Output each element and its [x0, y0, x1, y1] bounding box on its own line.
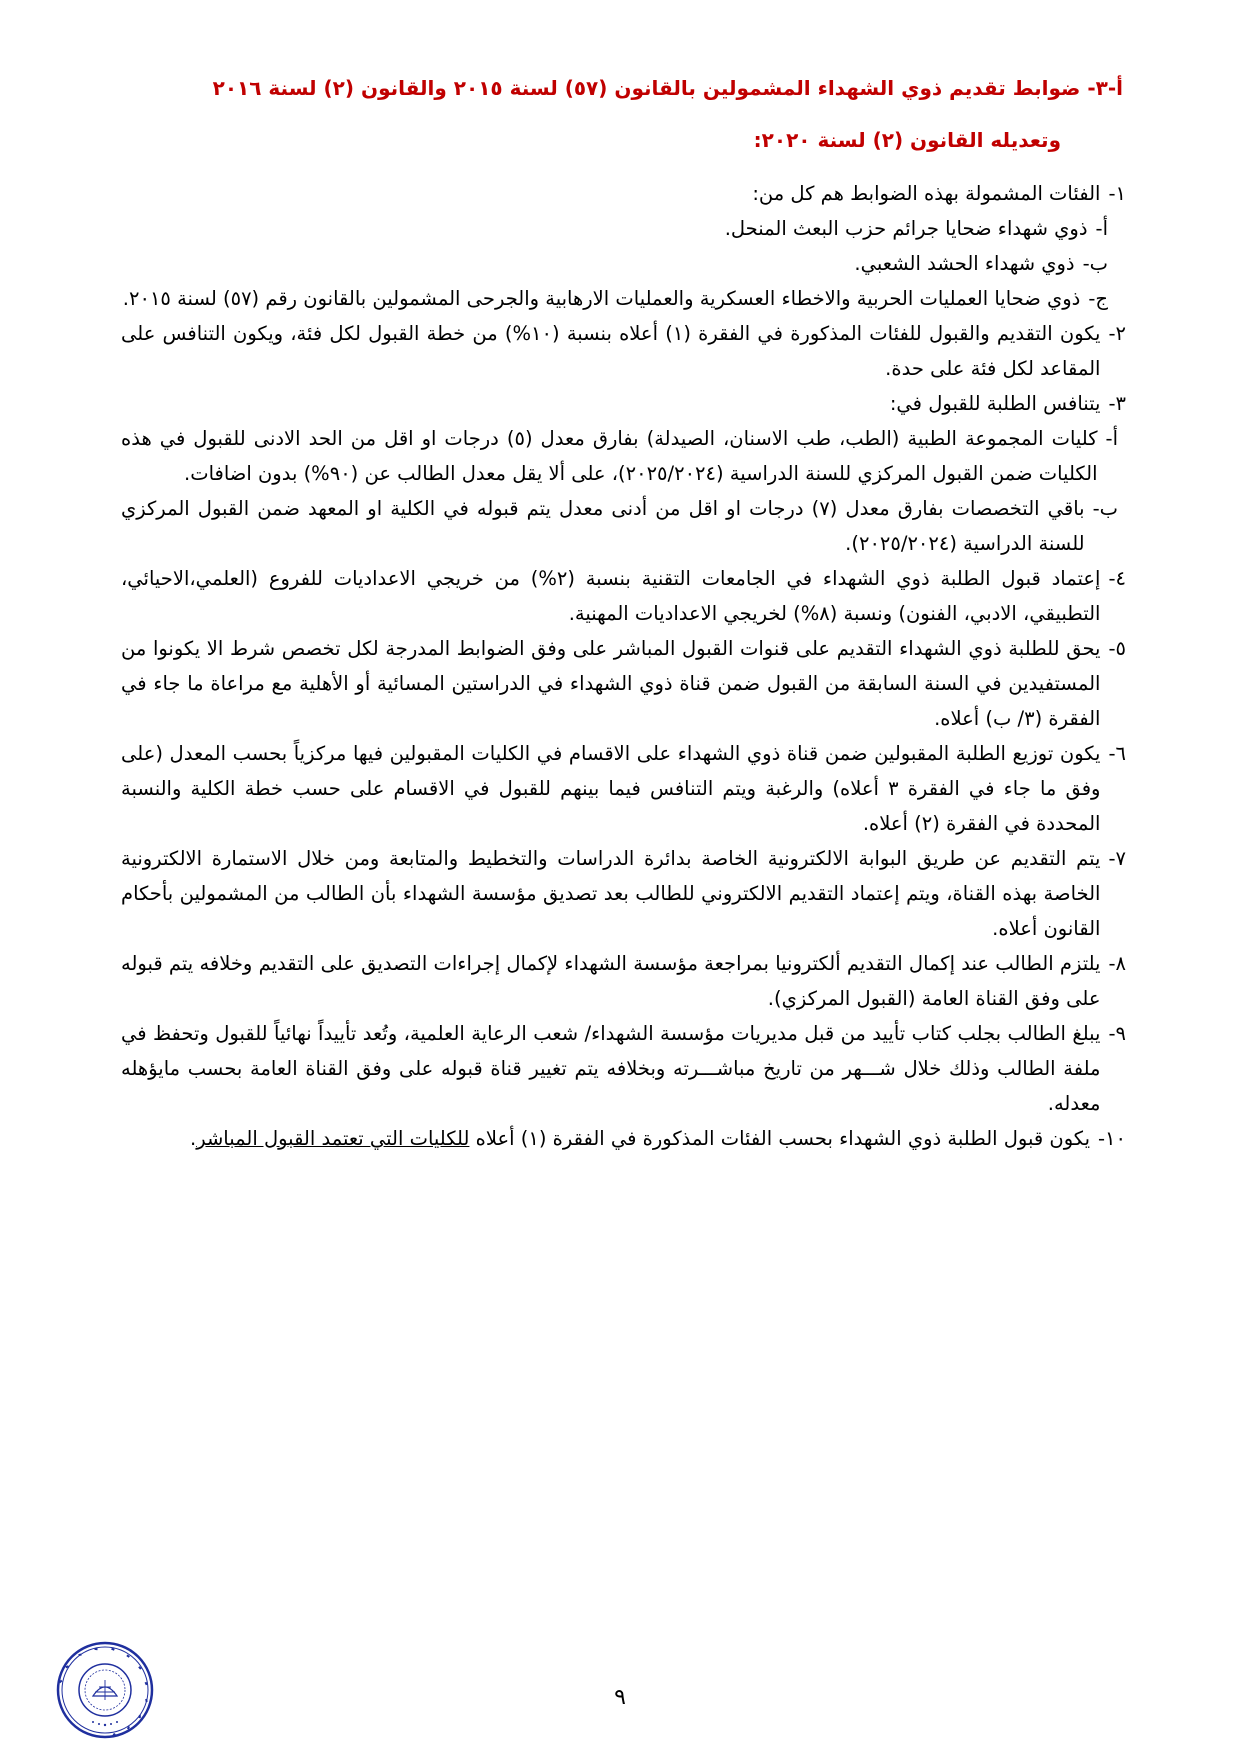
sub-item-letter: ج-: [1088, 287, 1108, 310]
item-text: يحق للطلبة ذوي الشهداء التقديم على قنوات القبول المباشر على وفق الضوابط المدرجة لكل تخصص شرط الا يكونوا من المستفيدين في السنة السابقة من القبول ضمن قناة ذوي الشهداء في الدراستين المسائية أو الأهلية مع مراعاة ما جاء في الفقرة (٣/ ب) أعلاه.: [121, 637, 1101, 730]
item-number: ٨-: [1108, 952, 1126, 975]
list-item-3: [121, 386, 1126, 421]
list-item-6: [121, 736, 1126, 841]
list-item-2: [121, 316, 1126, 386]
official-stamp-icon: [55, 1640, 155, 1740]
list-item-10: [121, 1121, 1126, 1156]
sub-item-text: ذوي شهداء ضحايا جرائم حزب البعث المنحل.: [724, 217, 1088, 240]
item-number: ٩-: [1108, 1022, 1126, 1045]
sub-item-letter: ب-: [1082, 252, 1108, 275]
sub-item-text: ذوي شهداء الحشد الشعبي.: [854, 252, 1075, 275]
item-text: يتم التقديم عن طريق البوابة الالكترونية الخاصة بدائرة الدراسات والتخطيط والمتابعة ومن خلال الاستمارة الالكترونية الخاصة بهذه القناة، ويتم إعتماد التقديم الالكتروني للطالب بعد تصديق مؤسسة الشهداء بأن الطالب من المشمولين بأحكام القانون أعلاه.: [121, 847, 1101, 940]
item-number: ٥-: [1108, 637, 1126, 660]
item-text: إعتماد قبول الطلبة ذوي الشهداء في الجامعات التقنية بنسبة (٢%) من خريجي الاعداديات للفروع (العلمي،الاحيائي، التطبيقي، الادبي، الفنون) ونسبة (٨%) لخريجي الاعداديات المهنية.: [121, 567, 1101, 625]
sub-item-1a: [121, 211, 1108, 246]
list-item-9: [121, 1016, 1126, 1121]
item-text: [121, 1121, 1090, 1156]
item-text: يلتزم الطالب عند إكمال التقديم ألكترونيا بمراجعة مؤسسة الشهداء لإكمال إجراءات التصديق على التقديم وخلافه يتم قبوله على وفق القناة العامة (القبول المركزي).: [121, 952, 1101, 1010]
sub-item-1b: [121, 246, 1108, 281]
item-number: ٧-: [1108, 847, 1126, 870]
list-item-5: [121, 631, 1126, 736]
underlined-phrase: للكليات التي تعتمد القبول المباشر: [196, 1127, 470, 1150]
item-number: ٣-: [1108, 392, 1126, 415]
item-text-main: يكون قبول الطلبة ذوي الشهداء بحسب الفئات المذكورة في الفقرة (١) أعلاه: [475, 1127, 1090, 1150]
sub-item-3a: [121, 421, 1118, 491]
sub-item-letter: أ-: [1095, 217, 1108, 240]
sub-item-text: ذوي ضحايا العمليات الحربية والاخطاء العسكرية والعمليات الارهابية والجرحى المشمولين بالقانون رقم (٥٧) لسنة ٢٠١٥.: [122, 287, 1081, 310]
list-item-4: [121, 561, 1126, 631]
sub-item-letter: أ-: [1105, 427, 1118, 450]
section-title-line-1: أ-٣- ضوابط تقديم ذوي الشهداء المشمولين بالقانون (٥٧) لسنة ٢٠١٥ والقانون (٢) لسنة ٢٠١٦: [212, 76, 1123, 100]
item-text: يكون التقديم والقبول للفئات المذكورة في الفقرة (١) أعلاه بنسبة (١٠%) من خطة القبول لكل فئة، ويكون التنافس على المقاعد لكل فئة على حدة.: [121, 322, 1101, 380]
sub-item-letter: ب-: [1092, 497, 1118, 520]
section-title-line-2: وتعديله القانون (٢) لسنة ٢٠٢٠:: [753, 128, 1061, 152]
item-text: يبلغ الطالب بجلب كتاب تأييد من قبل مديريات مؤسسة الشهداء/ شعب الرعاية العلمية، وتُعد تأييداً نهائياً للقبول وتحفظ في ملفة الطالب وذلك خلال شـــهر من تاريخ مباشـــرته وبخلافه يتم تغيير قناة قبوله على وفق القناة العامة بحسب مايؤهله معدله.: [121, 1022, 1101, 1115]
sub-item-text: باقي التخصصات بفارق معدل (٧) درجات او اقل من أدنى معدل يتم قبوله في الكلية او المعهد ضمن القبول المركزي للسنة الدراسية (٢٠٢٥/٢٠٢٤).: [121, 497, 1085, 555]
item-text: يكون توزيع الطلبة المقبولين ضمن قناة ذوي الشهداء على الاقسام في الكليات المقبولين فيها مركزياً بحسب المعدل (على وفق ما جاء في الفقرة ٣ أعلاه) والرغبة ويتم التنافس فيما بينهم للقبول في الاقسام على حسب خطة الكلية والنسبة المحددة في الفقرة (٢) أعلاه.: [121, 742, 1101, 835]
page-number: ٩: [614, 1685, 626, 1710]
item-text-end: .: [189, 1127, 197, 1150]
sub-item-3b: [121, 491, 1118, 561]
item-text: يتنافس الطلبة للقبول في:: [889, 392, 1101, 415]
sub-item-text: كليات المجموعة الطبية (الطب، طب الاسنان، الصيدلة) بفارق معدل (٥) درجات او اقل من الحد الادنى للقبول في هذه الكليات ضمن القبول المركزي للسنة الدراسية (٢٠٢٥/٢٠٢٤)، على ألا يقل معدل الطالب عن (٩٠%) بدون اضافات.: [121, 427, 1098, 485]
list-item-7: [121, 841, 1126, 946]
sub-item-1c: [121, 281, 1108, 316]
document-body: [121, 176, 1126, 1156]
item-number: ٤-: [1108, 567, 1126, 590]
item-number: ١٠-: [1098, 1127, 1126, 1150]
item-text: الفئات المشمولة بهذه الضوابط هم كل من:: [752, 182, 1101, 205]
item-number: ٦-: [1108, 742, 1126, 765]
item-number: ١-: [1108, 182, 1126, 205]
list-item-1: [121, 176, 1126, 211]
list-item-8: [121, 946, 1126, 1016]
item-number: ٢-: [1108, 322, 1126, 345]
